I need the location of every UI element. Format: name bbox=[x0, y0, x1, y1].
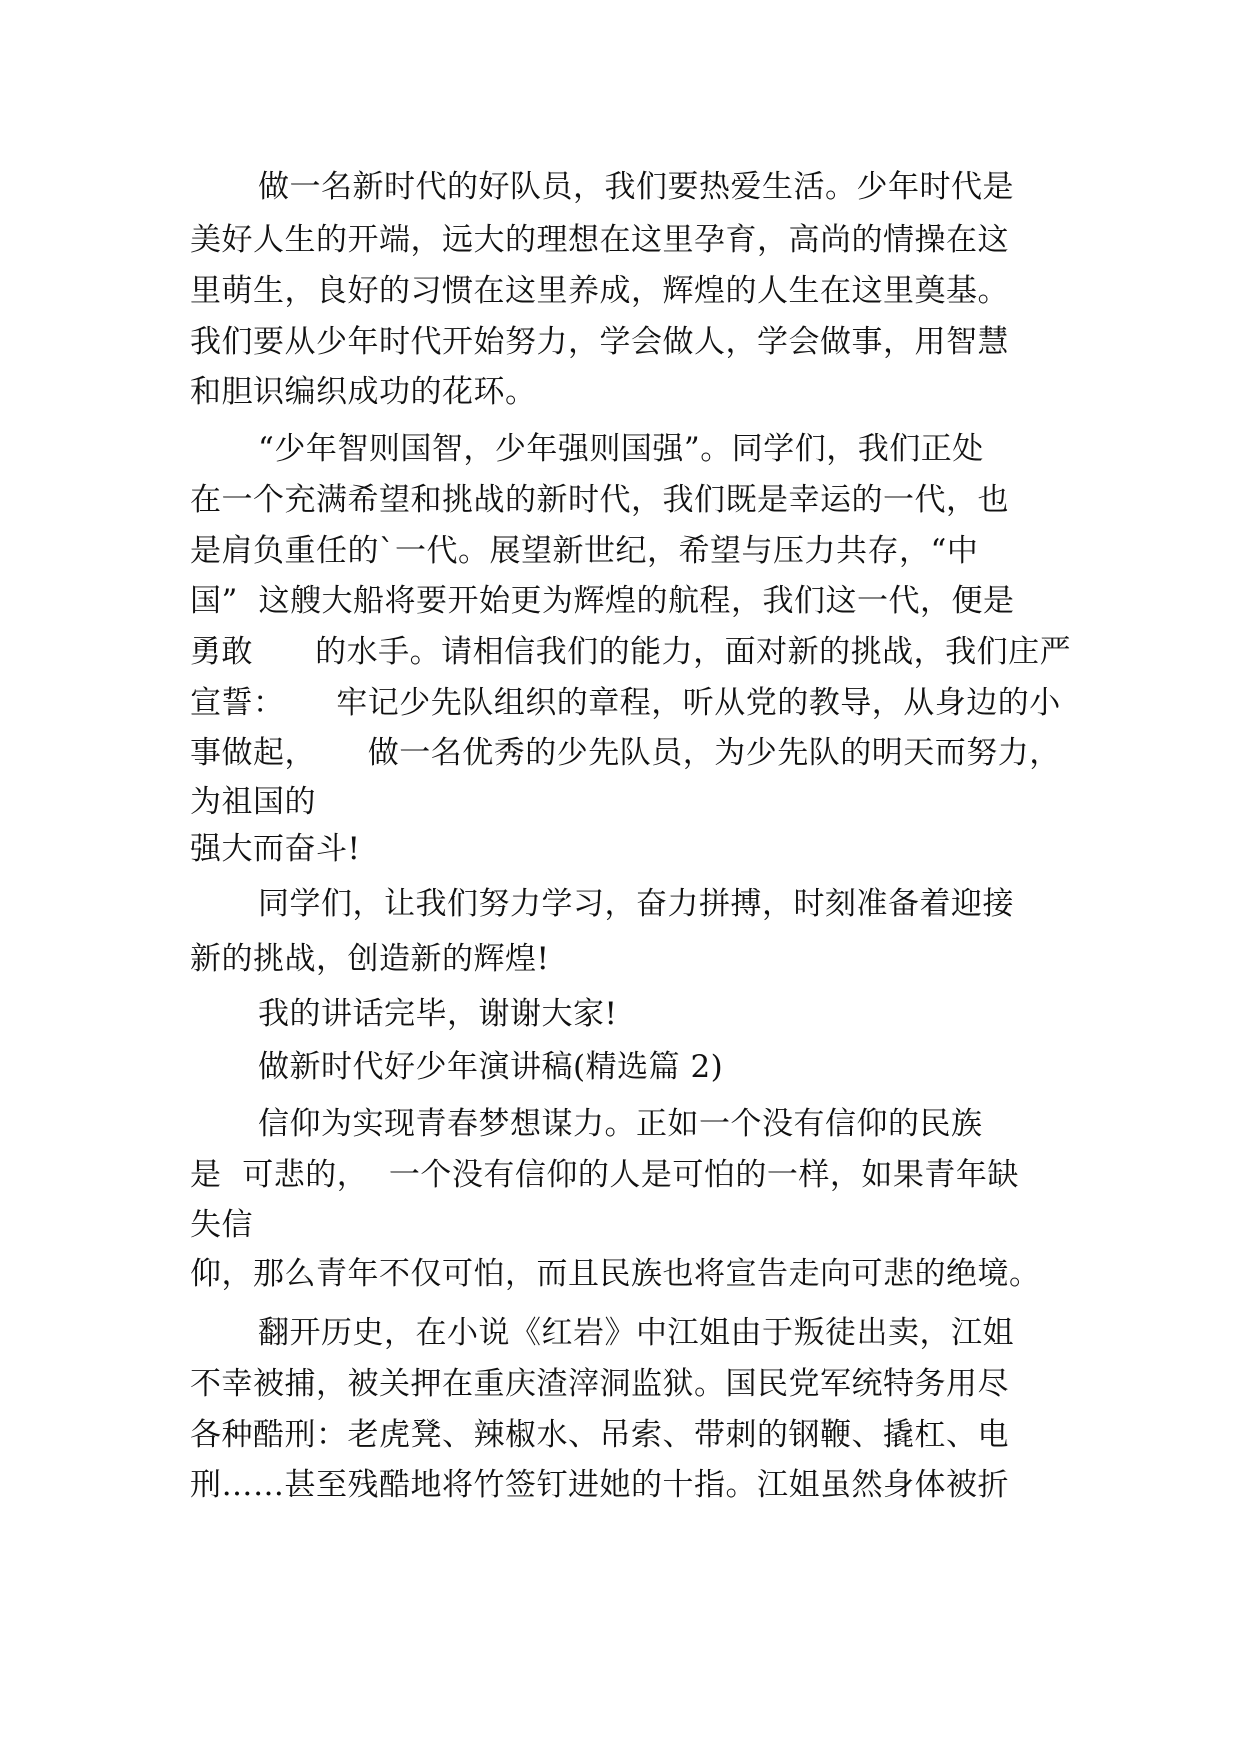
text-line: 勇敢 的水手。请相信我们的能力，面对新的挑战，我们庄严 bbox=[190, 634, 1072, 670]
text-line: 和胆识编织成功的花环。 bbox=[190, 374, 537, 410]
text-line: 刑……甚至残酷地将竹签钉进她的十指。江姐虽然身体被折 bbox=[190, 1467, 1009, 1503]
section-heading: 做新时代好少年演讲稿(精选篇 2) bbox=[258, 1049, 724, 1085]
text-line: 宣誓： 牢记少先队组织的章程，听从党的教导，从身边的小 bbox=[190, 685, 1061, 721]
text-line: 为祖国的 bbox=[190, 784, 316, 820]
text-line: “少年智则国智，少年强则国强”。同学们，我们正处 bbox=[258, 431, 984, 467]
text-line: 美好人生的开端，远大的理想在这里孕育，高尚的情操在这 bbox=[190, 222, 1009, 258]
text-line: 里萌生，良好的习惯在这里养成，辉煌的人生在这里奠基。 bbox=[190, 273, 1009, 309]
text-line: 仰，那么青年不仅可怕，而且民族也将宣告走向可悲的绝境。 bbox=[190, 1256, 1041, 1292]
text-line: 翻开历史，在小说《红岩》中江姐由于叛徒出卖，江姐 bbox=[258, 1315, 1014, 1351]
text-line: 失信 bbox=[190, 1207, 253, 1243]
text-line: 在一个充满希望和挑战的新时代，我们既是幸运的一代，也 bbox=[190, 482, 1009, 518]
text-line: 是肩负重任的`一代。展望新世纪，希望与压力共存，“中 bbox=[190, 533, 979, 569]
text-line: 各种酷刑：老虎凳、辣椒水、吊索、带刺的钢鞭、撬杠、电 bbox=[190, 1417, 1009, 1453]
text-line: 事做起， 做一名优秀的少先队员，为少先队的明天而努力， bbox=[190, 735, 1061, 771]
text-line: 新的挑战，创造新的辉煌! bbox=[190, 941, 550, 977]
text-line: 做一名新时代的好队员，我们要热爱生活。少年时代是 bbox=[258, 169, 1014, 205]
text-line: 我的讲话完毕，谢谢大家! bbox=[258, 996, 618, 1032]
text-line: 强大而奋斗! bbox=[190, 831, 361, 867]
text-line: 信仰为实现青春梦想谋力。正如一个没有信仰的民族 bbox=[258, 1106, 983, 1142]
text-line: 我们要从少年时代开始努力，学会做人，学会做事，用智慧 bbox=[190, 324, 1009, 360]
text-line: 同学们，让我们努力学习，奋力拼搏，时刻准备着迎接 bbox=[258, 886, 1014, 922]
text-line: 是 可悲的， 一个没有信仰的人是可怕的一样，如果青年缺 bbox=[190, 1157, 1019, 1193]
text-line: 国” 这艘大船将要开始更为辉煌的航程，我们这一代，便是 bbox=[190, 583, 1015, 619]
text-line: 不幸被捕，被关押在重庆渣滓洞监狱。国民党军统特务用尽 bbox=[190, 1366, 1009, 1402]
